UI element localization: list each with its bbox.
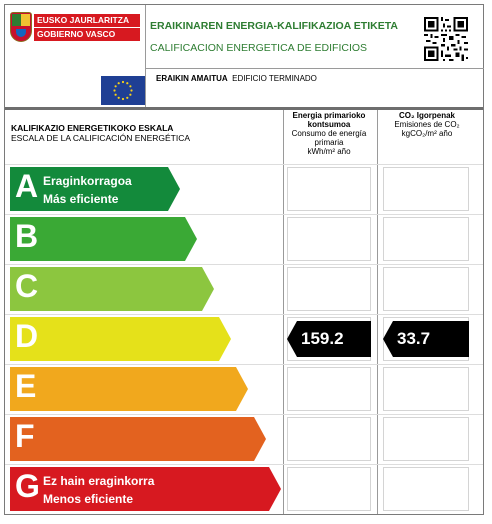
primary-energy-indicator-value: 159.2 <box>301 329 344 348</box>
header-separator <box>5 107 483 110</box>
energy-band-f <box>10 417 266 461</box>
co2-cell-b <box>383 217 469 261</box>
header-divider <box>146 68 484 69</box>
band-arrow-e <box>10 367 248 411</box>
scale-title <box>11 124 190 143</box>
band-letter: C <box>15 268 39 304</box>
primary-cell-a <box>287 167 371 211</box>
org-name-es: GOBIERNO VASCO <box>34 28 140 41</box>
primary-cell-b <box>287 217 371 261</box>
label-title-es: CALIFICACION ENERGETICA DE EDIFICIOS <box>150 42 368 54</box>
co2-indicator-value: 33.7 <box>397 329 431 348</box>
co2-cell-g <box>383 467 469 511</box>
band-letter: G <box>15 468 40 504</box>
grid-line <box>5 214 483 215</box>
energy-band-b <box>10 217 197 261</box>
grid-line <box>283 110 284 514</box>
band-label-eu: Eraginkorragoa <box>43 174 132 188</box>
primary-energy-unit: kWh/m² año <box>307 147 351 156</box>
header-divider <box>145 5 146 107</box>
energy-band-d <box>10 317 231 361</box>
energy-band-g <box>10 467 281 511</box>
co2-cell-c <box>383 267 469 311</box>
grid-line <box>5 314 483 315</box>
grid-line <box>5 464 483 465</box>
primary-energy-header <box>288 111 370 156</box>
primary-cell-f <box>287 417 371 461</box>
co2-title-eu: CO₂ Igorpenak <box>398 111 455 120</box>
building-status-eu: ERAIKIN AMAITUA <box>156 74 228 83</box>
band-arrow-d <box>10 317 231 361</box>
co2-cell-e <box>383 367 469 411</box>
org-name-eu: EUSKO JAURLARITZA <box>34 14 140 27</box>
co2-indicator <box>383 321 469 357</box>
band-label-es: Más eficiente <box>43 192 119 206</box>
basque-government-logo-icon <box>10 12 32 42</box>
band-letter: E <box>15 368 37 404</box>
primary-cell-g <box>287 467 371 511</box>
qr-code-icon <box>424 17 468 61</box>
scale-title-eu: KALIFIKAZIO ENERGETIKOKO ESKALA <box>11 123 174 133</box>
co2-cell-a <box>383 167 469 211</box>
primary-cell-e <box>287 367 371 411</box>
building-status <box>156 74 317 83</box>
band-letter: F <box>15 418 35 454</box>
grid-line <box>5 364 483 365</box>
energy-band-a <box>10 167 180 211</box>
energy-band-e <box>10 367 248 411</box>
eu-flag-icon <box>101 76 145 105</box>
band-label-es: Menos eficiente <box>43 492 134 506</box>
grid-line <box>5 264 483 265</box>
primary-energy-indicator <box>287 321 371 357</box>
energy-band-c <box>10 267 214 311</box>
co2-unit: kgCO₂/m² año <box>401 129 453 138</box>
band-letter: A <box>15 168 39 204</box>
band-letter: B <box>15 218 39 254</box>
co2-cell-f <box>383 417 469 461</box>
band-letter: D <box>15 318 39 354</box>
band-label-eu: Ez hain eraginkorra <box>43 474 155 488</box>
scale-title-es: ESCALA DE LA CALIFICACIÓN ENERGÉTICA <box>11 132 191 143</box>
co2-header <box>384 111 470 138</box>
band-arrow-f <box>10 417 266 461</box>
label-title-eu: ERAIKINAREN ENERGIA-KALIFIKAZIOA ETIKETA <box>150 20 398 32</box>
building-status-es: EDIFICIO TERMINADO <box>232 74 317 83</box>
band-arrow-c <box>10 267 214 311</box>
primary-cell-c <box>287 267 371 311</box>
primary-energy-title-es: Consumo de energía primaria <box>291 129 367 147</box>
co2-title-es: Emisiones de CO₂ <box>394 120 460 129</box>
grid-line <box>5 414 483 415</box>
grid-line <box>5 164 483 165</box>
grid-line <box>377 110 378 514</box>
primary-energy-title-eu: Energia primarioko kontsumoa <box>292 111 366 129</box>
